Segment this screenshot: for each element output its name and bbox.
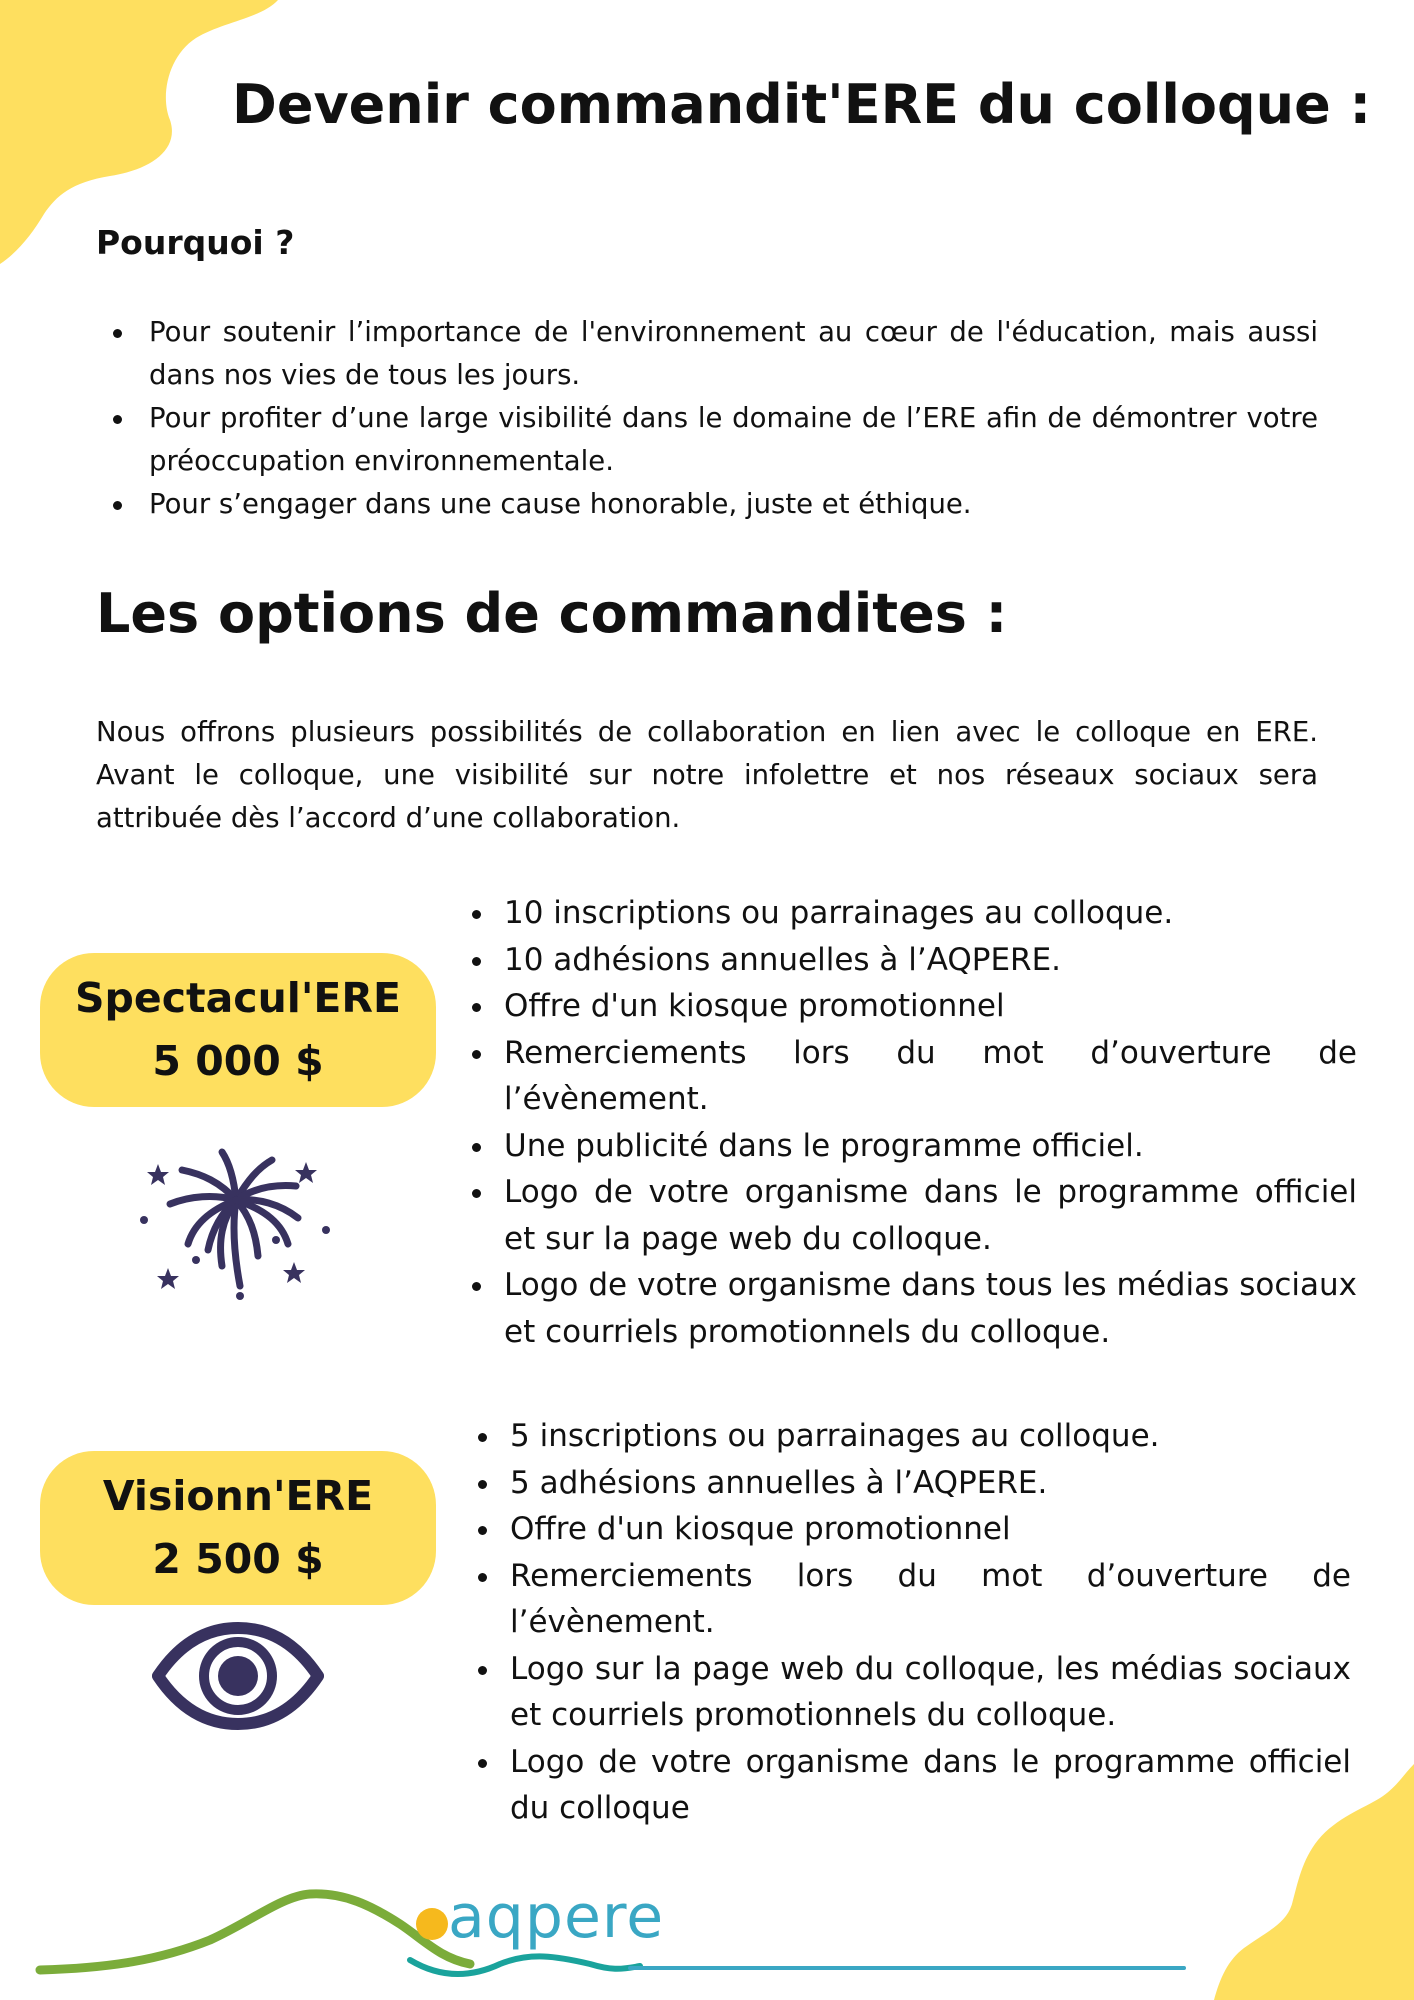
why-item: Pour profiter d’une large visibilité dans le domaine de l’ERE afin de démontrer votre préoccupation environnementale. <box>96 397 1318 483</box>
tier-price: 2 500 $ <box>152 1535 324 1583</box>
tier-name: Spectacul'ERE <box>75 974 401 1022</box>
benefit-item: 5 adhésions annuelles à l’AQPERE. <box>471 1460 1351 1507</box>
eye-icon <box>152 1622 324 1730</box>
options-heading: Les options de commandites : <box>96 582 1008 645</box>
tier-badge-spectaculere <box>40 953 436 1107</box>
benefit-item: Offre d'un kiosque promotionnel <box>465 983 1357 1030</box>
tier-benefits-visionnere <box>471 1413 1351 1832</box>
why-list <box>96 311 1318 526</box>
tier-name: Visionn'ERE <box>102 1472 374 1520</box>
benefit-item: Remerciements lors du mot d’ouverture de l’évènement. <box>465 1030 1357 1123</box>
why-heading: Pourquoi ? <box>96 223 295 262</box>
tier-badge-visionnere <box>40 1451 436 1605</box>
aqpere-logo-graphic <box>0 1860 1414 2000</box>
fireworks-icon <box>136 1140 336 1300</box>
page-title: Devenir commandit'ERE du colloque : <box>232 73 1372 136</box>
tier-benefits-spectaculere <box>465 890 1357 1355</box>
why-item: Pour soutenir l’importance de l'environnement au cœur de l'éducation, mais aussi dans nos vies de tous les jours. <box>96 311 1318 397</box>
benefit-item: Logo sur la page web du colloque, les médias sociaux et courriels promotionnels du colloque. <box>471 1646 1351 1739</box>
benefit-item: Remerciements lors du mot d’ouverture de l’évènement. <box>471 1553 1351 1646</box>
benefit-item: 10 inscriptions ou parrainages au colloque. <box>465 890 1357 937</box>
benefit-item: Logo de votre organisme dans tous les médias sociaux et courriels promotionnels du colloque. <box>465 1262 1357 1355</box>
tier-price: 5 000 $ <box>152 1037 324 1085</box>
options-intro: Nous offrons plusieurs possibilités de collaboration en lien avec le colloque en ERE. Avant le colloque, une visibilité sur notre infolettre et nos réseaux sociaux sera attribuée dès l’accord d’une collaboration. <box>96 716 1318 834</box>
benefit-item: Logo de votre organisme dans le programme officiel du colloque <box>471 1739 1351 1832</box>
aqpere-logo-text: aqpere <box>448 1882 665 1952</box>
benefit-item: Offre d'un kiosque promotionnel <box>471 1506 1351 1553</box>
benefit-item: Une publicité dans le programme officiel. <box>465 1123 1357 1170</box>
benefit-item: Logo de votre organisme dans le programme officiel et sur la page web du colloque. <box>465 1169 1357 1262</box>
why-item: Pour s’engager dans une cause honorable, juste et éthique. <box>96 483 1318 526</box>
benefit-item: 5 inscriptions ou parrainages au colloque. <box>471 1413 1351 1460</box>
benefit-item: 10 adhésions annuelles à l’AQPERE. <box>465 937 1357 984</box>
